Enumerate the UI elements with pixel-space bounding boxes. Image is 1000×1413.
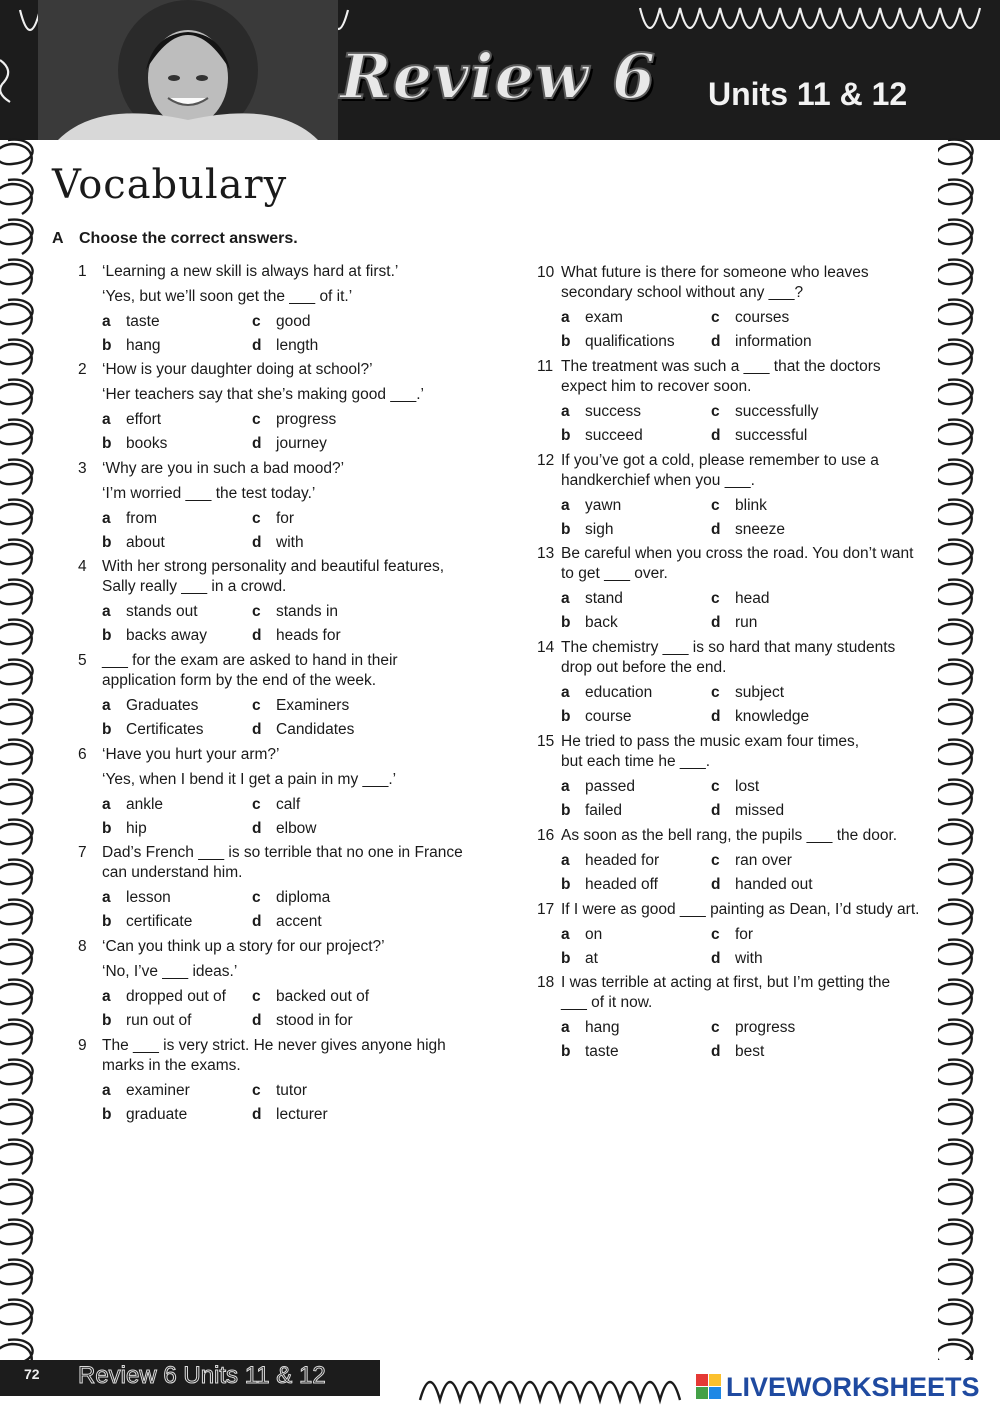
option-text: taste [585, 1043, 619, 1060]
option-letter: c [711, 778, 720, 795]
scribble-border-left [0, 130, 60, 1360]
option-text: course [585, 708, 632, 725]
option-text: back [585, 614, 618, 631]
option-text: tutor [276, 1082, 308, 1099]
option-letter: c [711, 684, 720, 701]
option-text: lecturer [276, 1106, 328, 1123]
question-text: If I were as good ___ painting as Dean, I’d study art. [561, 901, 920, 918]
question-text: but each time he ___. [561, 753, 711, 770]
question-text: The treatment was such a ___ that the doctors [561, 358, 881, 375]
option-letter: a [561, 852, 570, 869]
option-letter: a [561, 684, 570, 701]
option-a[interactable] [561, 496, 621, 516]
option-letter: d [711, 876, 721, 893]
option-letter: d [252, 1106, 262, 1123]
option-c[interactable] [711, 589, 769, 609]
question-text: can understand him. [102, 864, 243, 881]
option-d[interactable] [252, 336, 318, 356]
option-b[interactable] [561, 613, 618, 633]
option-b[interactable] [561, 949, 598, 969]
option-letter: c [711, 590, 720, 607]
option-d[interactable] [252, 434, 327, 454]
option-letter: d [711, 427, 721, 444]
question-text: Dad’s French ___ is so terrible that no one in France [102, 844, 463, 861]
option-a[interactable] [561, 851, 659, 871]
question-text: The chemistry ___ is so hard that many students [561, 639, 896, 656]
option-text: books [126, 435, 168, 452]
question-text: handkerchief when you ___. [561, 472, 755, 489]
option-letter: b [102, 627, 112, 644]
option-a[interactable] [102, 312, 160, 332]
option-a[interactable] [561, 1018, 619, 1038]
option-c[interactable] [252, 312, 310, 332]
option-letter: c [252, 988, 261, 1005]
option-text: success [585, 403, 641, 420]
question-number: 14 [537, 639, 555, 656]
question-number: 12 [537, 452, 555, 469]
option-a[interactable] [102, 509, 157, 529]
option-c[interactable] [252, 795, 300, 815]
units-title: Units 11 & 12 [708, 76, 908, 112]
option-d[interactable] [252, 912, 322, 932]
option-letter: a [102, 411, 111, 428]
option-text: length [276, 337, 319, 354]
option-b[interactable] [102, 1105, 187, 1125]
option-letter: a [561, 590, 570, 607]
question-text: ___ of it now. [561, 994, 653, 1011]
option-d[interactable] [711, 332, 812, 352]
option-letter: d [711, 521, 721, 538]
section-title: Vocabulary [52, 162, 288, 208]
option-letter: b [102, 337, 112, 354]
option-text: with [735, 950, 763, 967]
question-number: 4 [78, 558, 87, 575]
option-d[interactable] [711, 875, 813, 895]
option-b[interactable] [561, 875, 658, 895]
question-text: ‘I’m worried ___ the test today.’ [102, 485, 316, 502]
option-text: exam [585, 309, 623, 326]
option-text: education [585, 684, 653, 701]
question-number: 11 [537, 358, 554, 375]
option-text: graduate [126, 1106, 188, 1123]
option-a[interactable] [102, 410, 161, 430]
option-letter: b [102, 534, 112, 551]
option-text: courses [735, 309, 790, 326]
option-text: succeed [585, 427, 643, 444]
option-text: effort [126, 411, 162, 428]
option-c[interactable] [252, 602, 338, 622]
option-letter: a [561, 778, 570, 795]
option-text: lost [735, 778, 760, 795]
watermark: LIVEWORKSHEETS [726, 1372, 980, 1402]
question-number: 6 [78, 746, 87, 763]
option-a[interactable] [561, 925, 602, 945]
question-text: ‘No, I’ve ___ ideas.’ [102, 963, 238, 980]
option-text: successfully [735, 403, 819, 420]
option-letter: b [561, 802, 571, 819]
option-letter: a [102, 510, 111, 527]
question-number: 2 [78, 361, 87, 378]
option-letter: c [252, 697, 261, 714]
option-text: good [276, 313, 311, 330]
question-number: 18 [537, 974, 555, 991]
option-b[interactable] [561, 801, 622, 821]
option-d[interactable] [711, 520, 785, 540]
option-letter: c [711, 403, 720, 420]
option-text: head [735, 590, 770, 607]
option-c[interactable] [711, 683, 784, 703]
question-text: As soon as the bell rang, the pupils ___ the door. [561, 827, 898, 844]
question-number: 3 [78, 460, 87, 477]
option-a[interactable] [102, 696, 198, 716]
option-d[interactable] [711, 949, 763, 969]
option-text: diploma [276, 889, 331, 906]
option-letter: c [252, 1082, 261, 1099]
option-letter: a [561, 1019, 570, 1036]
option-a[interactable] [102, 1081, 190, 1101]
option-c[interactable] [252, 509, 294, 529]
option-text: for [276, 510, 295, 527]
review-title: Review 6 [340, 40, 657, 113]
option-text: successful [735, 427, 808, 444]
student-photo [38, 0, 338, 140]
option-c[interactable] [252, 987, 369, 1007]
option-d[interactable] [711, 707, 809, 727]
option-letter: b [561, 427, 571, 444]
option-letter: c [711, 309, 720, 326]
option-c[interactable] [711, 777, 759, 797]
option-text: Examiners [276, 697, 350, 714]
option-d[interactable] [252, 1011, 353, 1031]
question-number: 7 [78, 844, 87, 861]
option-text: sigh [585, 521, 614, 538]
question-text: drop out before the end. [561, 659, 727, 676]
option-letter: b [561, 333, 571, 350]
option-a[interactable] [102, 888, 171, 908]
option-letter: a [561, 497, 570, 514]
question-text: application form by the end of the week. [102, 672, 376, 689]
question-text: ‘Yes, but we’ll soon get the ___ of it.’ [102, 288, 353, 305]
option-letter: c [252, 510, 261, 527]
question-text: Be careful when you cross the road. You don’t want [561, 545, 914, 562]
option-d[interactable] [711, 1042, 764, 1062]
option-d[interactable] [711, 801, 784, 821]
question-text: marks in the exams. [102, 1057, 241, 1074]
option-text: stands out [126, 603, 198, 620]
option-text: sneeze [735, 521, 785, 538]
option-letter: c [252, 411, 261, 428]
page-number: 72 [24, 1366, 40, 1382]
option-text: missed [735, 802, 785, 819]
option-text: failed [585, 802, 623, 819]
question-text: ‘Can you think up a story for our project?’ [102, 938, 385, 955]
liveworksheets-logo-icon [696, 1374, 722, 1400]
option-text: for [735, 926, 754, 943]
option-text: hang [585, 1019, 620, 1036]
option-d[interactable] [252, 1105, 328, 1125]
question-text: With her strong personality and beautiful features, [102, 558, 445, 575]
option-letter: c [252, 796, 261, 813]
option-text: taste [126, 313, 160, 330]
question-text: What future is there for someone who leaves [561, 264, 869, 281]
option-c[interactable] [711, 925, 753, 945]
option-text: headed off [585, 876, 658, 893]
option-letter: a [102, 1082, 111, 1099]
option-letter: c [252, 603, 261, 620]
option-text: from [126, 510, 157, 527]
question-number: 15 [537, 733, 555, 750]
option-text: hip [126, 820, 147, 837]
option-text: calf [276, 796, 301, 813]
option-text: passed [585, 778, 635, 795]
option-a[interactable] [561, 683, 652, 703]
option-letter: b [561, 950, 571, 967]
option-c[interactable] [711, 851, 792, 871]
option-letter: d [252, 534, 262, 551]
option-text: lesson [126, 889, 171, 906]
option-letter: a [561, 309, 570, 326]
question-text: ‘How is your daughter doing at school?’ [102, 361, 373, 378]
option-b[interactable] [102, 1011, 192, 1031]
question-18 [537, 973, 957, 1093]
exercise-letter: A [52, 230, 64, 247]
question-text: ‘Yes, when I bend it I get a pain in my ___.’ [102, 771, 397, 788]
option-letter: d [252, 721, 262, 738]
option-letter: b [561, 521, 571, 538]
option-d[interactable] [252, 720, 354, 740]
option-letter: b [102, 1012, 112, 1029]
option-b[interactable] [102, 434, 167, 454]
option-letter: b [561, 1043, 571, 1060]
option-letter: d [711, 802, 721, 819]
question-number: 10 [537, 264, 555, 281]
footer [0, 1360, 1000, 1413]
option-letter: b [102, 1106, 112, 1123]
option-letter: d [252, 820, 262, 837]
option-d[interactable] [252, 533, 304, 553]
option-text: blink [735, 497, 767, 514]
option-text: examiner [126, 1082, 190, 1099]
option-text: about [126, 534, 165, 551]
option-b[interactable] [102, 912, 192, 932]
option-letter: d [252, 1012, 262, 1029]
option-d[interactable] [711, 426, 807, 446]
question-text: ‘Learning a new skill is always hard at first.’ [102, 263, 399, 280]
option-letter: b [561, 876, 571, 893]
exercise-instruction: Choose the correct answers. [79, 230, 298, 247]
option-c[interactable] [252, 1081, 307, 1101]
option-a[interactable] [561, 308, 623, 328]
question-number: 5 [78, 652, 87, 669]
option-letter: b [561, 614, 571, 631]
option-letter: d [711, 614, 721, 631]
option-text: stood in for [276, 1012, 353, 1029]
option-text: best [735, 1043, 765, 1060]
option-text: progress [735, 1019, 796, 1036]
option-text: accent [276, 913, 322, 930]
option-letter: b [102, 435, 112, 452]
option-text: stand [585, 590, 623, 607]
option-b[interactable] [102, 819, 147, 839]
option-letter: a [102, 313, 111, 330]
option-a[interactable] [102, 602, 198, 622]
option-letter: a [102, 603, 111, 620]
option-c[interactable] [252, 696, 349, 716]
option-a[interactable] [561, 589, 623, 609]
option-text: dropped out of [126, 988, 226, 1005]
option-b[interactable] [561, 1042, 619, 1062]
question-text: ‘Why are you in such a bad mood?’ [102, 460, 345, 477]
option-letter: b [102, 820, 112, 837]
question-text: expect him to recover soon. [561, 378, 752, 395]
option-d[interactable] [711, 613, 757, 633]
option-text: run [735, 614, 758, 631]
question-text: Sally really ___ in a crowd. [102, 578, 287, 595]
option-letter: c [711, 852, 720, 869]
option-a[interactable] [102, 795, 163, 815]
option-text: progress [276, 411, 337, 428]
option-text: headed for [585, 852, 660, 869]
option-text: ran over [735, 852, 792, 869]
option-b[interactable] [561, 707, 632, 727]
option-text: backs away [126, 627, 207, 644]
option-text: elbow [276, 820, 317, 837]
option-c[interactable] [252, 410, 336, 430]
option-text: qualifications [585, 333, 675, 350]
question-number: 16 [537, 827, 555, 844]
option-text: journey [276, 435, 327, 452]
option-letter: c [711, 1019, 720, 1036]
option-letter: d [252, 627, 262, 644]
option-b[interactable] [561, 426, 643, 446]
footer-label: Review 6 Units 11 & 12 [78, 1362, 326, 1389]
option-letter: b [102, 721, 112, 738]
question-text: If you’ve got a cold, please remember to use a [561, 452, 879, 469]
option-b[interactable] [102, 626, 207, 646]
option-text: Certificates [126, 721, 204, 738]
option-a[interactable] [102, 987, 226, 1007]
option-d[interactable] [252, 819, 317, 839]
option-letter: a [561, 926, 570, 943]
question-text: ___ for the exam are asked to hand in their [102, 652, 398, 669]
option-a[interactable] [561, 402, 641, 422]
option-letter: c [711, 926, 720, 943]
option-letter: b [561, 708, 571, 725]
question-9 [78, 1036, 498, 1156]
question-number: 17 [537, 901, 555, 918]
option-b[interactable] [102, 533, 165, 553]
option-letter: d [711, 1043, 721, 1060]
option-c[interactable] [711, 308, 789, 328]
option-letter: a [561, 403, 570, 420]
option-b[interactable] [561, 332, 675, 352]
option-text: stands in [276, 603, 339, 620]
question-text: I was terrible at acting at first, but I’m getting the [561, 974, 891, 991]
option-text: subject [735, 684, 785, 701]
option-c[interactable] [711, 402, 819, 422]
option-b[interactable] [561, 520, 613, 540]
question-text: He tried to pass the music exam four times, [561, 733, 860, 750]
option-c[interactable] [711, 1018, 795, 1038]
question-text: The ___ is very strict. He never gives anyone high [102, 1037, 446, 1054]
option-letter: d [252, 913, 262, 930]
option-text: handed out [735, 876, 813, 893]
question-number: 1 [78, 263, 87, 280]
question-number: 8 [78, 938, 87, 955]
option-text: run out of [126, 1012, 192, 1029]
option-text: Candidates [276, 721, 355, 738]
question-text: ‘Have you hurt your arm?’ [102, 746, 280, 763]
option-text: on [585, 926, 603, 943]
option-letter: d [252, 435, 262, 452]
option-letter: d [252, 337, 262, 354]
option-b[interactable] [102, 336, 160, 356]
option-text: at [585, 950, 598, 967]
option-letter: a [102, 697, 111, 714]
option-letter: c [252, 889, 261, 906]
question-text: to get ___ over. [561, 565, 668, 582]
question-number: 9 [78, 1037, 87, 1054]
option-letter: a [102, 889, 111, 906]
question-text: secondary school without any ___? [561, 284, 804, 301]
option-text: ankle [126, 796, 164, 813]
option-text: heads for [276, 627, 341, 644]
header-band [0, 0, 1000, 140]
option-letter: d [711, 333, 721, 350]
option-c[interactable] [711, 496, 767, 516]
option-d[interactable] [252, 626, 341, 646]
option-letter: c [252, 313, 261, 330]
option-text: Graduates [126, 697, 199, 714]
option-text: information [735, 333, 812, 350]
option-letter: a [102, 988, 111, 1005]
option-text: certificate [126, 913, 193, 930]
option-text: knowledge [735, 708, 810, 725]
option-text: backed out of [276, 988, 370, 1005]
question-number: 13 [537, 545, 555, 562]
option-letter: d [711, 950, 721, 967]
option-letter: b [102, 913, 112, 930]
option-letter: c [711, 497, 720, 514]
option-a[interactable] [561, 777, 635, 797]
option-b[interactable] [102, 720, 204, 740]
option-c[interactable] [252, 888, 330, 908]
option-text: yawn [585, 497, 622, 514]
option-text: with [276, 534, 304, 551]
option-text: hang [126, 337, 161, 354]
option-letter: d [711, 708, 721, 725]
option-letter: a [102, 796, 111, 813]
question-text: ‘Her teachers say that she’s making good ___.’ [102, 386, 424, 403]
